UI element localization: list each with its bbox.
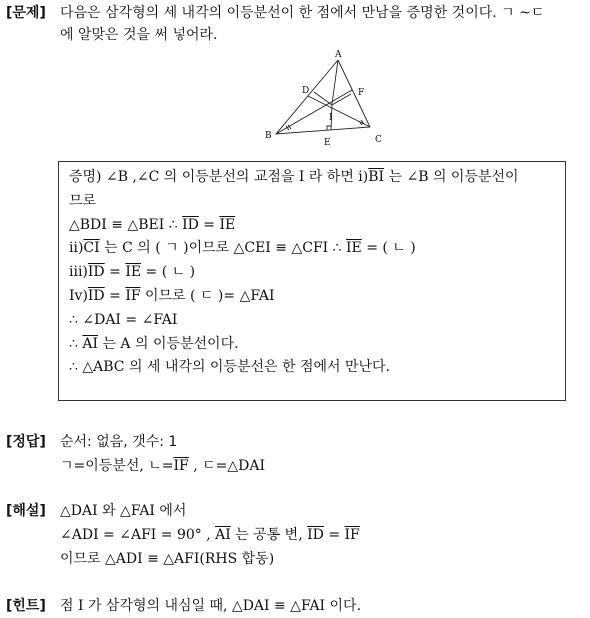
proof-text: 증명) ∠B ,∠C 의 이등분선의 교점을 I 라 하면 i) bbox=[69, 169, 369, 185]
segment-bi: $\overline{BI}$ bbox=[368, 169, 385, 185]
label-e: E bbox=[324, 138, 331, 148]
answer-text: , ㄷ=△DAI bbox=[188, 458, 266, 474]
problem-line-1: 다음은 삼각형의 세 내각의 이등분선이 한 점에서 만남을 증명한 것이다. ㄱ ~ㄷ bbox=[60, 5, 545, 21]
proof-line-2: 므로 bbox=[69, 192, 97, 209]
explanation-line-1: △DAI 와 △FAI 에서 bbox=[60, 503, 187, 519]
label-c: C bbox=[375, 135, 382, 145]
label-a: A bbox=[335, 50, 342, 60]
proof-line-9: ∴ △ABC 의 세 내각의 이등분선은 한 점에서 만난다. bbox=[69, 359, 391, 376]
answer-text: ㄱ=이등분선, ㄴ= bbox=[60, 458, 174, 474]
explanation-line-2 bbox=[60, 523, 582, 547]
proof-text: iii) bbox=[69, 264, 88, 281]
label-d: D bbox=[302, 86, 310, 96]
proof-box bbox=[58, 161, 566, 401]
proof-text: 는 C 의 ( ㄱ )이므로 △CEI ≡ △CFI ∴ bbox=[99, 240, 346, 257]
segment-id: $\overline{ID}$ bbox=[307, 527, 324, 543]
segment-ie: $\overline{IE}$ bbox=[125, 264, 142, 281]
segment-if: $\overline{IF}$ bbox=[125, 287, 141, 304]
proof-line-8 bbox=[69, 333, 555, 357]
answer-line-1: 순서: 없음, 갯수: 1 bbox=[60, 434, 178, 450]
proof-text: ∴ bbox=[69, 335, 83, 352]
proof-text: 이므로 ( ㄷ )= △FAI bbox=[140, 287, 275, 304]
proof-text: Iv) bbox=[69, 287, 88, 304]
explanation-section bbox=[6, 499, 582, 575]
answer-section bbox=[6, 430, 582, 480]
segment-ie: $\overline{IE}$ bbox=[219, 216, 236, 233]
hint-section bbox=[6, 594, 582, 618]
proof-text: 는 ∠B 의 이등분선이 bbox=[384, 169, 519, 185]
proof-text: = bbox=[198, 216, 220, 233]
explanation-text: 는 공통 변, bbox=[230, 527, 308, 543]
segment-if: $\overline{IF}$ bbox=[173, 458, 189, 474]
segment-id: $\overline{ID}$ bbox=[182, 216, 199, 233]
segment-id: $\overline{ID}$ bbox=[87, 287, 105, 304]
answer-content bbox=[60, 430, 582, 478]
proof-line-3 bbox=[69, 214, 555, 238]
right-angle-mark-e bbox=[327, 126, 331, 130]
hint-tag: [힌트] bbox=[6, 598, 46, 614]
proof-line-1 bbox=[69, 166, 555, 190]
proof-line-5 bbox=[69, 261, 555, 285]
problem-text bbox=[60, 2, 582, 46]
segment-if: $\overline{IF}$ bbox=[344, 527, 360, 543]
hint-content bbox=[60, 594, 582, 618]
triangle-figure bbox=[262, 48, 392, 148]
label-i: I bbox=[329, 113, 333, 123]
proof-line-7: ∴ ∠DAI = ∠FAI bbox=[69, 311, 178, 328]
segment-ai: $\overline{AI}$ bbox=[215, 527, 231, 543]
proof-text: = bbox=[104, 264, 126, 281]
hint-line-1: 점 I 가 삼각형의 내심일 때, △DAI ≡ △FAI 이다. bbox=[60, 598, 362, 614]
explanation-tag: [해설] bbox=[6, 503, 46, 519]
proof-line-4 bbox=[69, 237, 555, 261]
proof-line-6 bbox=[69, 285, 555, 309]
triangle-outline bbox=[276, 60, 370, 134]
proof-text: = ( ㄴ ) bbox=[141, 264, 196, 281]
answer-line-2 bbox=[60, 454, 582, 478]
explanation-text: = bbox=[323, 527, 345, 543]
label-b: B bbox=[265, 131, 272, 141]
proof-text: △BDI ≡ △BEI ∴ bbox=[69, 216, 183, 233]
label-f: F bbox=[358, 88, 365, 98]
problem-tag: [문제] bbox=[6, 5, 46, 21]
explanation-content bbox=[60, 499, 582, 571]
explanation-text: ∠ADI = ∠AFI = 90° , bbox=[60, 527, 216, 543]
answer-tag: [정답] bbox=[6, 434, 46, 450]
segment-ie: $\overline{IE}$ bbox=[346, 240, 362, 257]
proof-text: 는 A 의 이등분선이다. bbox=[98, 335, 239, 352]
proof-text: = bbox=[104, 287, 126, 304]
problem-line-2: 에 알맞은 것을 써 넣어라. bbox=[60, 27, 218, 43]
segment-id: $\overline{ID}$ bbox=[87, 264, 105, 281]
explanation-line-3: 이므로 △ADI ≡ △AFI(RHS 합동) bbox=[60, 551, 275, 567]
segment-ai: $\overline{AI}$ bbox=[82, 335, 98, 352]
proof-text: ii) bbox=[69, 240, 84, 257]
proof-text: = ( ㄴ ) bbox=[361, 240, 416, 257]
segment-ci: $\overline{CI}$ bbox=[83, 240, 100, 257]
problem-section bbox=[6, 2, 582, 50]
